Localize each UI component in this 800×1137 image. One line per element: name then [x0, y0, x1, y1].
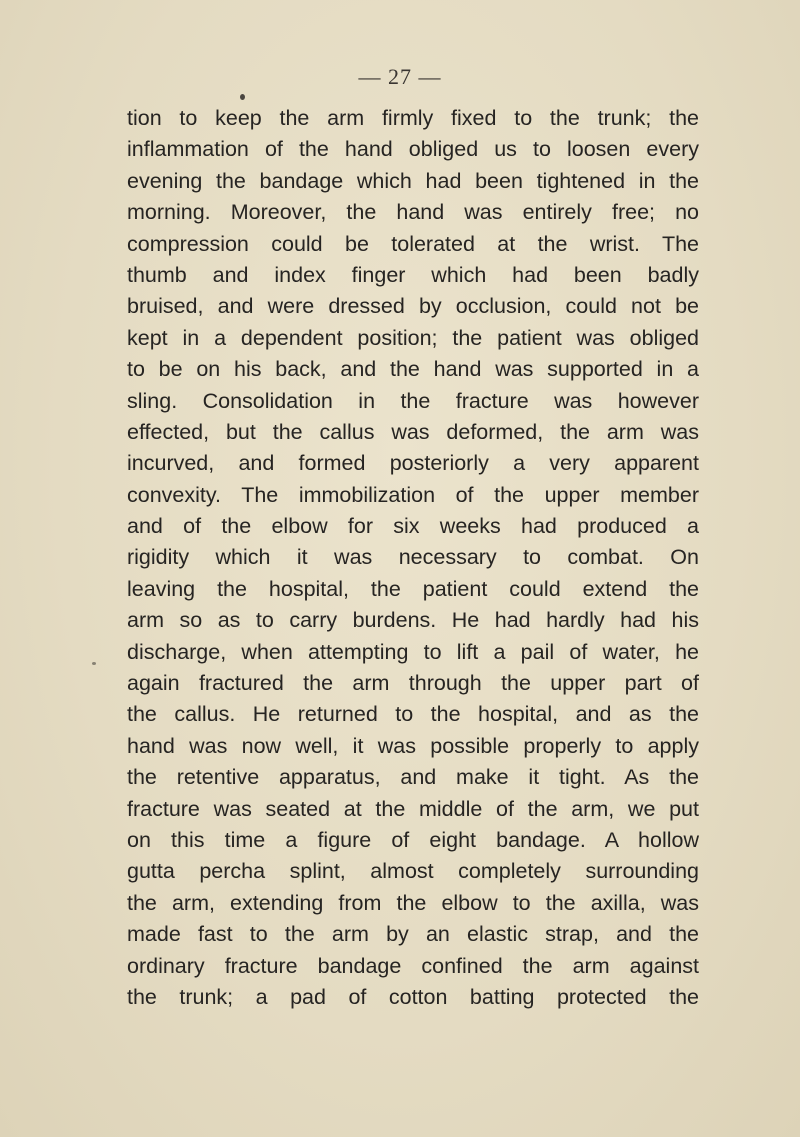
text-line: gutta percha splint, almost completely surrounding — [127, 859, 699, 884]
text-line: fracture was seated at the middle of the arm, we put — [127, 796, 699, 821]
text-line: thumb and index finger which had been badly — [127, 262, 699, 287]
text-line: made fast to the arm by an elastic strap, and the — [127, 922, 699, 947]
text-line: bruised, and were dressed by occlusion, could not be — [127, 294, 699, 319]
ink-speck — [92, 662, 96, 665]
text-line: and of the elbow for six weeks had produced a — [127, 514, 699, 539]
text-line: rigidity which it was necessary to combat. On — [127, 545, 699, 570]
text-line: arm so as to carry burdens. He had hardly had his — [127, 608, 699, 633]
text-line: inflammation of the hand obliged us to loosen every — [127, 137, 699, 162]
text-line: morning. Moreover, the hand was entirely free; no — [127, 200, 699, 225]
text-line: the retentive apparatus, and make it tight. As the — [127, 765, 699, 790]
text-line: evening the bandage which had been tightened in the — [127, 168, 699, 193]
text-line: hand was now well, it was possible properly to apply — [127, 733, 699, 758]
text-line: the callus. He returned to the hospital, and as the — [127, 702, 699, 727]
text-line: ordinary fracture bandage confined the arm against — [127, 953, 699, 978]
text-line: effected, but the callus was deformed, the arm was — [127, 419, 699, 444]
text-line: kept in a dependent position; the patient was obliged — [127, 325, 699, 350]
text-line: compression could be tolerated at the wrist. The — [127, 231, 699, 256]
page-number: — 27 — — [358, 64, 442, 89]
text-line: discharge, when attempting to lift a pail of water, he — [127, 639, 699, 664]
text-line: the arm, extending from the elbow to the axilla, was — [127, 890, 699, 915]
text-line: to be on his back, and the hand was supported in a — [127, 357, 699, 382]
text-line: sling. Consolidation in the fracture was however — [127, 388, 699, 413]
text-line: leaving the hospital, the patient could extend the — [127, 576, 699, 601]
ink-speck — [240, 94, 245, 100]
text-line: the trunk; a pad of cotton batting protected the — [127, 984, 699, 1009]
body-text — [127, 103, 699, 1013]
text-line: convexity. The immobilization of the upper member — [127, 482, 699, 507]
text-line: again fractured the arm through the upper part of — [127, 671, 699, 696]
text-line: tion to keep the arm firmly fixed to the trunk; the — [127, 106, 699, 130]
text-line: on this time a figure of eight bandage. A hollow — [127, 827, 699, 852]
text-line: incurved, and formed posteriorly a very apparent — [127, 451, 699, 476]
